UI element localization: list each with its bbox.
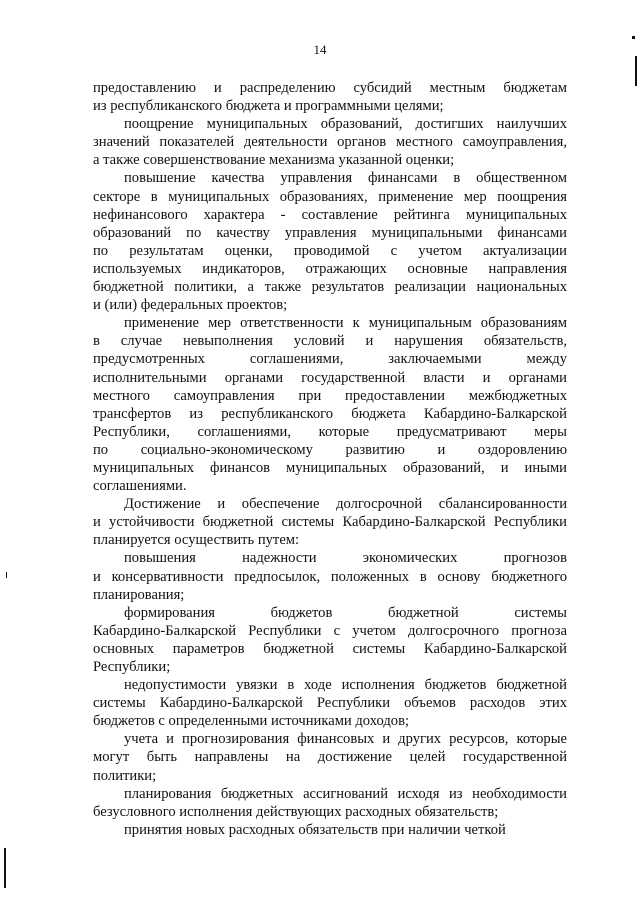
text-line: нефинансового характера - составление рейтинга муниципальных (93, 206, 567, 223)
text-line: безусловного исполнения действующих расходных обязательств; (93, 803, 499, 820)
text-line: Достижение и обеспечение долгосрочной сбалансированности (124, 496, 567, 513)
text-line: муниципальных финансов муниципальных образований, и иными (93, 459, 567, 476)
text-line: принятия новых расходных обязательств при наличии четкой (124, 821, 506, 838)
text-line: из республиканского бюджета и программными целями; (93, 98, 444, 115)
text-line: повышения надежности экономических прогнозов (124, 550, 567, 567)
text-line: и (или) федеральных проектов; (93, 297, 288, 314)
text-line: планируется осуществить путем: (93, 532, 300, 549)
scan-margin-mark (4, 848, 6, 888)
text-line: поощрение муниципальных образований, достигших наилучших (124, 116, 567, 133)
text-line: могут быть направлены на достижение целей государственной (93, 749, 567, 766)
paragraph (93, 676, 567, 730)
paragraph (93, 604, 567, 676)
text-line: формирования бюджетов бюджетной системы (124, 604, 567, 621)
text-line: Республики; (93, 659, 171, 675)
paragraph (93, 785, 567, 821)
text-line: недопустимости увязки в ходе исполнения бюджетов бюджетной (124, 677, 567, 694)
paragraph (93, 169, 567, 314)
scan-margin-mark (632, 36, 635, 39)
text-line: местного самоуправления при предоставлении межбюджетных (93, 387, 567, 404)
paragraph (93, 495, 567, 549)
text-line: по результатам оценки, проводимой с учетом актуализации (93, 242, 567, 259)
text-line: исполнительными органами государственной власти и органами (93, 369, 567, 386)
text-line: значений показателей деятельности органов местного самоуправления, (93, 134, 567, 151)
text-line: политики; (93, 767, 157, 784)
text-line: Кабардино-Балкарской Республики с учетом долгосрочного прогноза (93, 622, 567, 639)
scan-margin-mark (635, 56, 637, 86)
text-line: а также совершенствование механизма указанной оценки; (93, 152, 455, 169)
paragraph (93, 314, 567, 495)
text-line: предоставлению и распределению субсидий местным бюджетам (93, 80, 567, 96)
scan-margin-mark (6, 572, 7, 578)
text-line: используемых индикаторов, отражающих основные направления (93, 260, 567, 277)
paragraph (93, 549, 567, 603)
text-line: соглашениями. (93, 478, 187, 495)
text-line: бюджетов с определенными источниками доходов; (93, 713, 410, 730)
paragraph (93, 730, 567, 784)
text-line: по социально-экономическому развитию и оздоровлению (93, 441, 567, 458)
text-line: повышение качества управления финансами в общественном (124, 170, 567, 187)
text-line: в случае невыполнения условий и нарушения обязательств, (93, 333, 567, 350)
text-line: и устойчивости бюджетной системы Кабардино-Балкарской Республики (93, 514, 567, 531)
text-line: основных параметров бюджетной системы Кабардино-Балкарской (93, 640, 567, 657)
text-line: образований по качеству управления муниципальными финансами (93, 224, 567, 241)
text-line: и консервативности предпосылок, положенных в основу бюджетного (93, 568, 567, 585)
paragraph (93, 115, 567, 169)
document-body (93, 79, 567, 839)
text-line: секторе в муниципальных образованиях, применение мер поощрения (93, 188, 567, 205)
text-line: применение мер ответственности к муниципальным образованиям (124, 315, 567, 332)
text-line: учета и прогнозирования финансовых и других ресурсов, которые (124, 731, 567, 748)
paragraph (93, 821, 567, 839)
page-number: 14 (313, 42, 327, 57)
text-line: системы Кабардино-Балкарской Республики объемов расходов этих (93, 695, 567, 712)
text-line: бюджетной политики, а также результатов реализации национальных (93, 279, 567, 296)
text-line: предусмотренных соглашениями, заключаемыми между (93, 351, 567, 368)
text-line: трансфертов из республиканского бюджета Кабардино-Балкарской (93, 405, 567, 422)
text-line: планирования; (93, 586, 185, 603)
text-line: планирования бюджетных ассигнований исходя из необходимости (124, 785, 567, 802)
paragraph (93, 79, 567, 115)
text-line: Республики, соглашениями, которые предусматривают меры (93, 423, 567, 440)
